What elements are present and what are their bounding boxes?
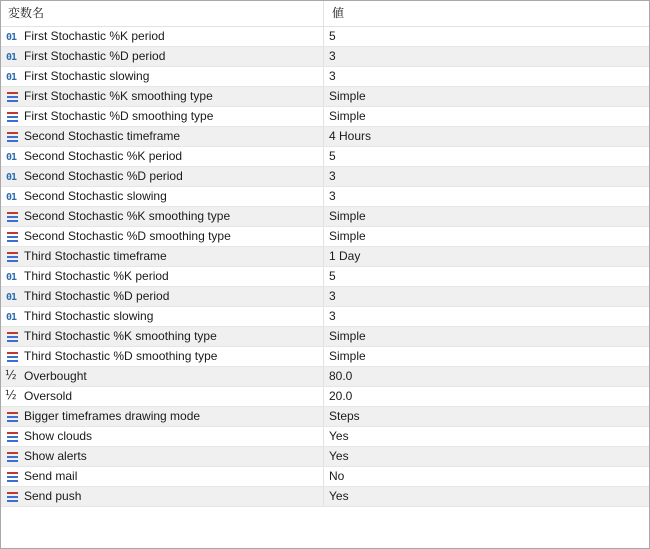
table-row[interactable]	[1, 167, 649, 187]
table-row[interactable]	[1, 447, 649, 467]
table-row[interactable]	[1, 247, 649, 267]
enum-type-icon	[6, 211, 19, 222]
parameter-value[interactable]: 3	[329, 189, 336, 203]
int-type-icon: 01	[6, 72, 17, 83]
table-row[interactable]	[1, 287, 649, 307]
parameter-name-cell[interactable]	[1, 47, 324, 66]
int-type-icon: 01	[6, 312, 17, 323]
parameter-value[interactable]: 20.0	[329, 389, 353, 403]
parameter-name-cell[interactable]	[1, 367, 324, 386]
parameter-name: Send push	[24, 489, 82, 503]
parameter-name: Second Stochastic timeframe	[24, 129, 181, 143]
parameter-name: Second Stochastic %K smoothing type	[24, 209, 231, 223]
parameter-name: Third Stochastic %D period	[24, 289, 170, 303]
table-row[interactable]	[1, 187, 649, 207]
table-header	[1, 1, 649, 27]
parameter-value[interactable]: 5	[329, 269, 336, 283]
parameter-value[interactable]: 5	[329, 149, 336, 163]
int-type-icon: 01	[6, 152, 17, 163]
parameter-name: Show alerts	[24, 449, 87, 463]
table-row[interactable]	[1, 147, 649, 167]
table-row[interactable]	[1, 327, 649, 347]
int-type-icon: 01	[6, 32, 17, 43]
parameter-name: Overbought	[24, 369, 87, 383]
table-row[interactable]	[1, 467, 649, 487]
int-type-icon: 01	[6, 172, 17, 183]
table-row[interactable]	[1, 127, 649, 147]
parameter-value[interactable]: Yes	[329, 449, 349, 463]
parameter-name-cell[interactable]	[1, 427, 324, 446]
parameter-name: Third Stochastic timeframe	[24, 249, 167, 263]
parameter-name: Third Stochastic %K period	[24, 269, 169, 283]
parameter-name: First Stochastic %D period	[24, 49, 166, 63]
parameter-value[interactable]: Simple	[329, 89, 366, 103]
parameter-name-cell[interactable]	[1, 307, 324, 326]
enum-type-icon	[6, 431, 19, 442]
int-type-icon: 01	[6, 192, 17, 203]
parameter-name-cell[interactable]	[1, 27, 324, 46]
parameter-name-cell[interactable]	[1, 267, 324, 286]
parameter-name: Show clouds	[24, 429, 93, 443]
parameter-name-cell[interactable]	[1, 187, 324, 206]
parameter-value[interactable]: 4 Hours	[329, 129, 372, 143]
parameter-value[interactable]: 3	[329, 69, 336, 83]
table-row[interactable]	[1, 387, 649, 407]
table-row[interactable]	[1, 67, 649, 87]
double-type-icon: ½	[5, 388, 17, 402]
parameter-value[interactable]: Simple	[329, 109, 366, 123]
parameter-name-cell[interactable]	[1, 147, 324, 166]
parameter-value[interactable]: 80.0	[329, 369, 353, 383]
enum-type-icon	[6, 351, 19, 362]
parameter-name: Second Stochastic %D smoothing type	[24, 229, 231, 243]
table-row[interactable]	[1, 27, 649, 47]
parameter-name: First Stochastic slowing	[24, 69, 150, 83]
table-row[interactable]	[1, 227, 649, 247]
parameter-value[interactable]: Simple	[329, 349, 366, 363]
parameter-name: Third Stochastic slowing	[24, 309, 154, 323]
column-header-value[interactable]: 値	[332, 6, 345, 20]
parameter-name-cell[interactable]	[1, 327, 324, 346]
parameter-value[interactable]: 1 Day	[329, 249, 361, 263]
table-row[interactable]	[1, 487, 649, 507]
parameter-name-cell[interactable]	[1, 387, 324, 406]
parameter-name-cell[interactable]	[1, 107, 324, 126]
int-type-icon: 01	[6, 52, 17, 63]
parameter-name-cell[interactable]	[1, 87, 324, 106]
enum-type-icon	[6, 471, 19, 482]
parameter-name: Second Stochastic %D period	[24, 169, 183, 183]
column-header-variable-name[interactable]: 変数名	[1, 1, 324, 26]
parameter-name-cell[interactable]	[1, 407, 324, 426]
table-row[interactable]	[1, 207, 649, 227]
parameter-name: Third Stochastic %D smoothing type	[24, 349, 218, 363]
parameter-value[interactable]: Yes	[329, 429, 349, 443]
parameter-name-cell[interactable]	[1, 67, 324, 86]
table-row[interactable]	[1, 407, 649, 427]
parameter-value[interactable]: Steps	[329, 409, 360, 423]
table-row[interactable]	[1, 47, 649, 67]
parameter-value[interactable]: 3	[329, 49, 336, 63]
parameter-value[interactable]: Simple	[329, 229, 366, 243]
enum-type-icon	[6, 331, 19, 342]
parameter-name: Send mail	[24, 469, 78, 483]
parameter-name-cell[interactable]	[1, 227, 324, 246]
parameter-name-cell[interactable]	[1, 167, 324, 186]
enum-type-icon	[6, 411, 19, 422]
enum-type-icon	[6, 131, 19, 142]
parameter-name: Second Stochastic slowing	[24, 189, 167, 203]
enum-type-icon	[6, 91, 19, 102]
double-type-icon: ½	[5, 368, 17, 382]
parameter-name-cell[interactable]	[1, 447, 324, 466]
table-row[interactable]	[1, 267, 649, 287]
parameter-name-cell[interactable]	[1, 127, 324, 146]
parameter-name-cell[interactable]	[1, 287, 324, 306]
enum-type-icon	[6, 111, 19, 122]
table-row[interactable]	[1, 307, 649, 327]
parameter-name-cell[interactable]	[1, 467, 324, 486]
table-row[interactable]	[1, 87, 649, 107]
parameter-name-cell[interactable]	[1, 247, 324, 266]
enum-type-icon	[6, 451, 19, 462]
enum-type-icon	[6, 251, 19, 262]
parameter-name: First Stochastic %K smoothing type	[24, 89, 213, 103]
parameter-value[interactable]: 3	[329, 169, 336, 183]
parameter-value[interactable]: No	[329, 469, 345, 483]
parameter-name: Bigger timeframes drawing mode	[24, 409, 201, 423]
parameter-name-cell[interactable]	[1, 207, 324, 226]
enum-type-icon	[6, 491, 19, 502]
table-row[interactable]	[1, 107, 649, 127]
parameter-value[interactable]: Yes	[329, 489, 349, 503]
parameter-value[interactable]: Simple	[329, 329, 366, 343]
table-row[interactable]	[1, 427, 649, 447]
parameter-name: Oversold	[24, 389, 73, 403]
parameter-rows	[1, 27, 649, 507]
parameter-value[interactable]: 3	[329, 289, 336, 303]
table-row[interactable]	[1, 347, 649, 367]
parameter-name-cell[interactable]	[1, 487, 324, 506]
parameter-name-cell[interactable]	[1, 347, 324, 366]
parameter-value[interactable]: Simple	[329, 209, 366, 223]
table-row[interactable]	[1, 367, 649, 387]
parameter-value[interactable]: 3	[329, 309, 336, 323]
int-type-icon: 01	[6, 272, 17, 283]
int-type-icon: 01	[6, 292, 17, 303]
enum-type-icon	[6, 231, 19, 242]
parameter-name: Second Stochastic %K period	[24, 149, 183, 163]
parameter-value[interactable]: 5	[329, 29, 336, 43]
parameter-name: Third Stochastic %K smoothing type	[24, 329, 217, 343]
parameter-name: First Stochastic %D smoothing type	[24, 109, 214, 123]
parameter-name: First Stochastic %K period	[24, 29, 165, 43]
